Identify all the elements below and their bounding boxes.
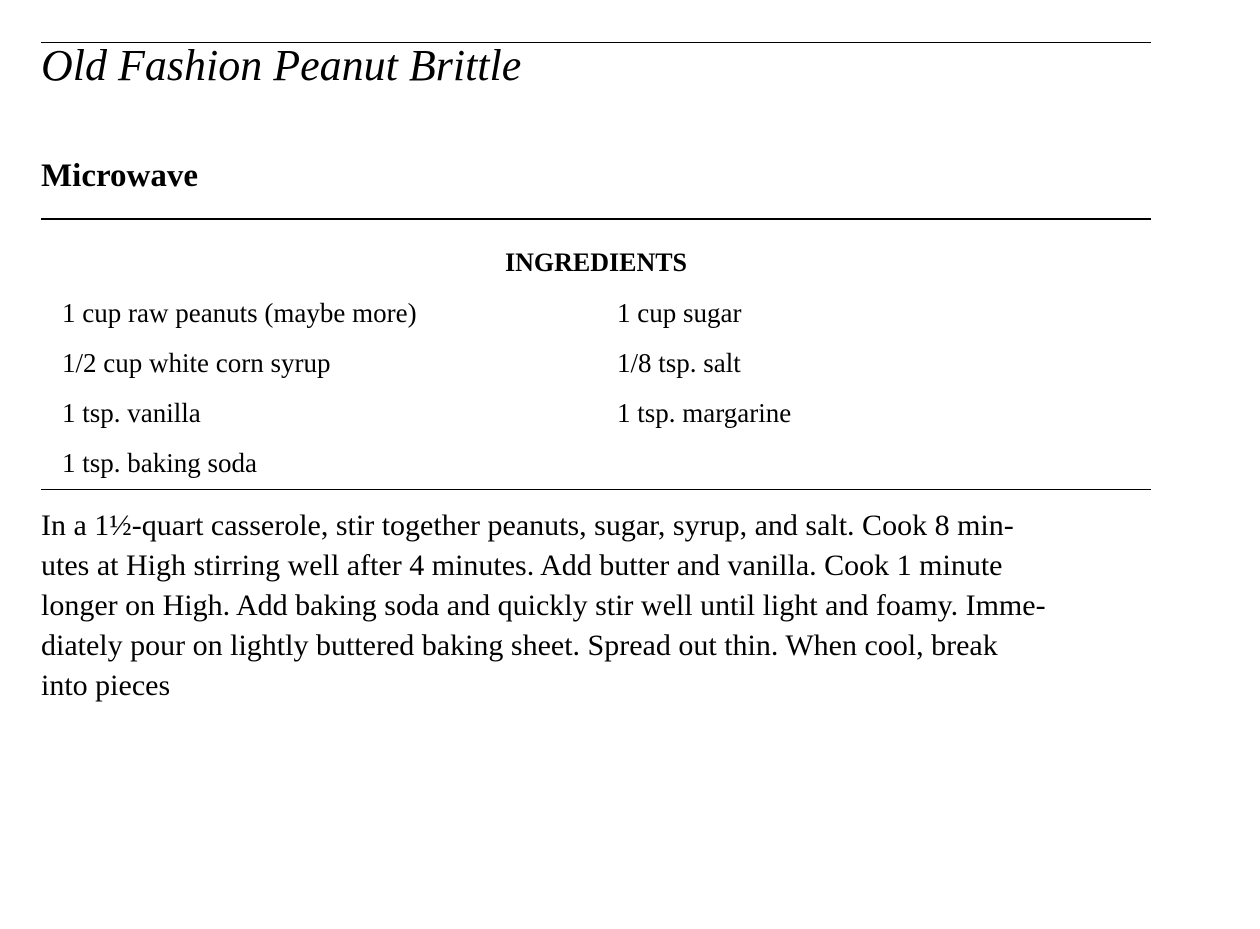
ingredient-item: 1/2 cup white corn syrup <box>62 348 331 378</box>
directions-line: diately pour on lightly buttered baking sheet. Spread out thin. When cool, break <box>41 629 998 662</box>
directions-line: into pieces <box>41 669 171 702</box>
recipe-subtitle: Microwave <box>41 158 198 194</box>
ingredient-item: 1 cup sugar <box>617 298 742 328</box>
directions-line: utes at High stirring well after 4 minutes. Add butter and vanilla. Cook 1 minute <box>41 549 1003 582</box>
ingredient-item: 1 cup raw peanuts (maybe more) <box>62 298 417 328</box>
ingredients-bottom-divider <box>41 489 1151 490</box>
ingredients-heading: INGREDIENTS <box>504 248 688 277</box>
ingredient-item: 1 tsp. vanilla <box>62 398 201 428</box>
recipe-title: Old Fashion Peanut Brittle <box>41 41 522 90</box>
directions-line: In a 1½-quart casserole, stir together peanuts, sugar, syrup, and salt. Cook 8 min- <box>41 509 1014 542</box>
ingredient-item: 1 tsp. margarine <box>617 398 792 428</box>
section-divider <box>41 218 1151 220</box>
ingredient-item: 1 tsp. baking soda <box>62 448 257 478</box>
directions-line: longer on High. Add baking soda and quickly stir well until light and foamy. Imme- <box>41 589 1046 622</box>
directions-paragraph <box>41 506 1151 706</box>
ingredient-item: 1/8 tsp. salt <box>617 348 741 378</box>
